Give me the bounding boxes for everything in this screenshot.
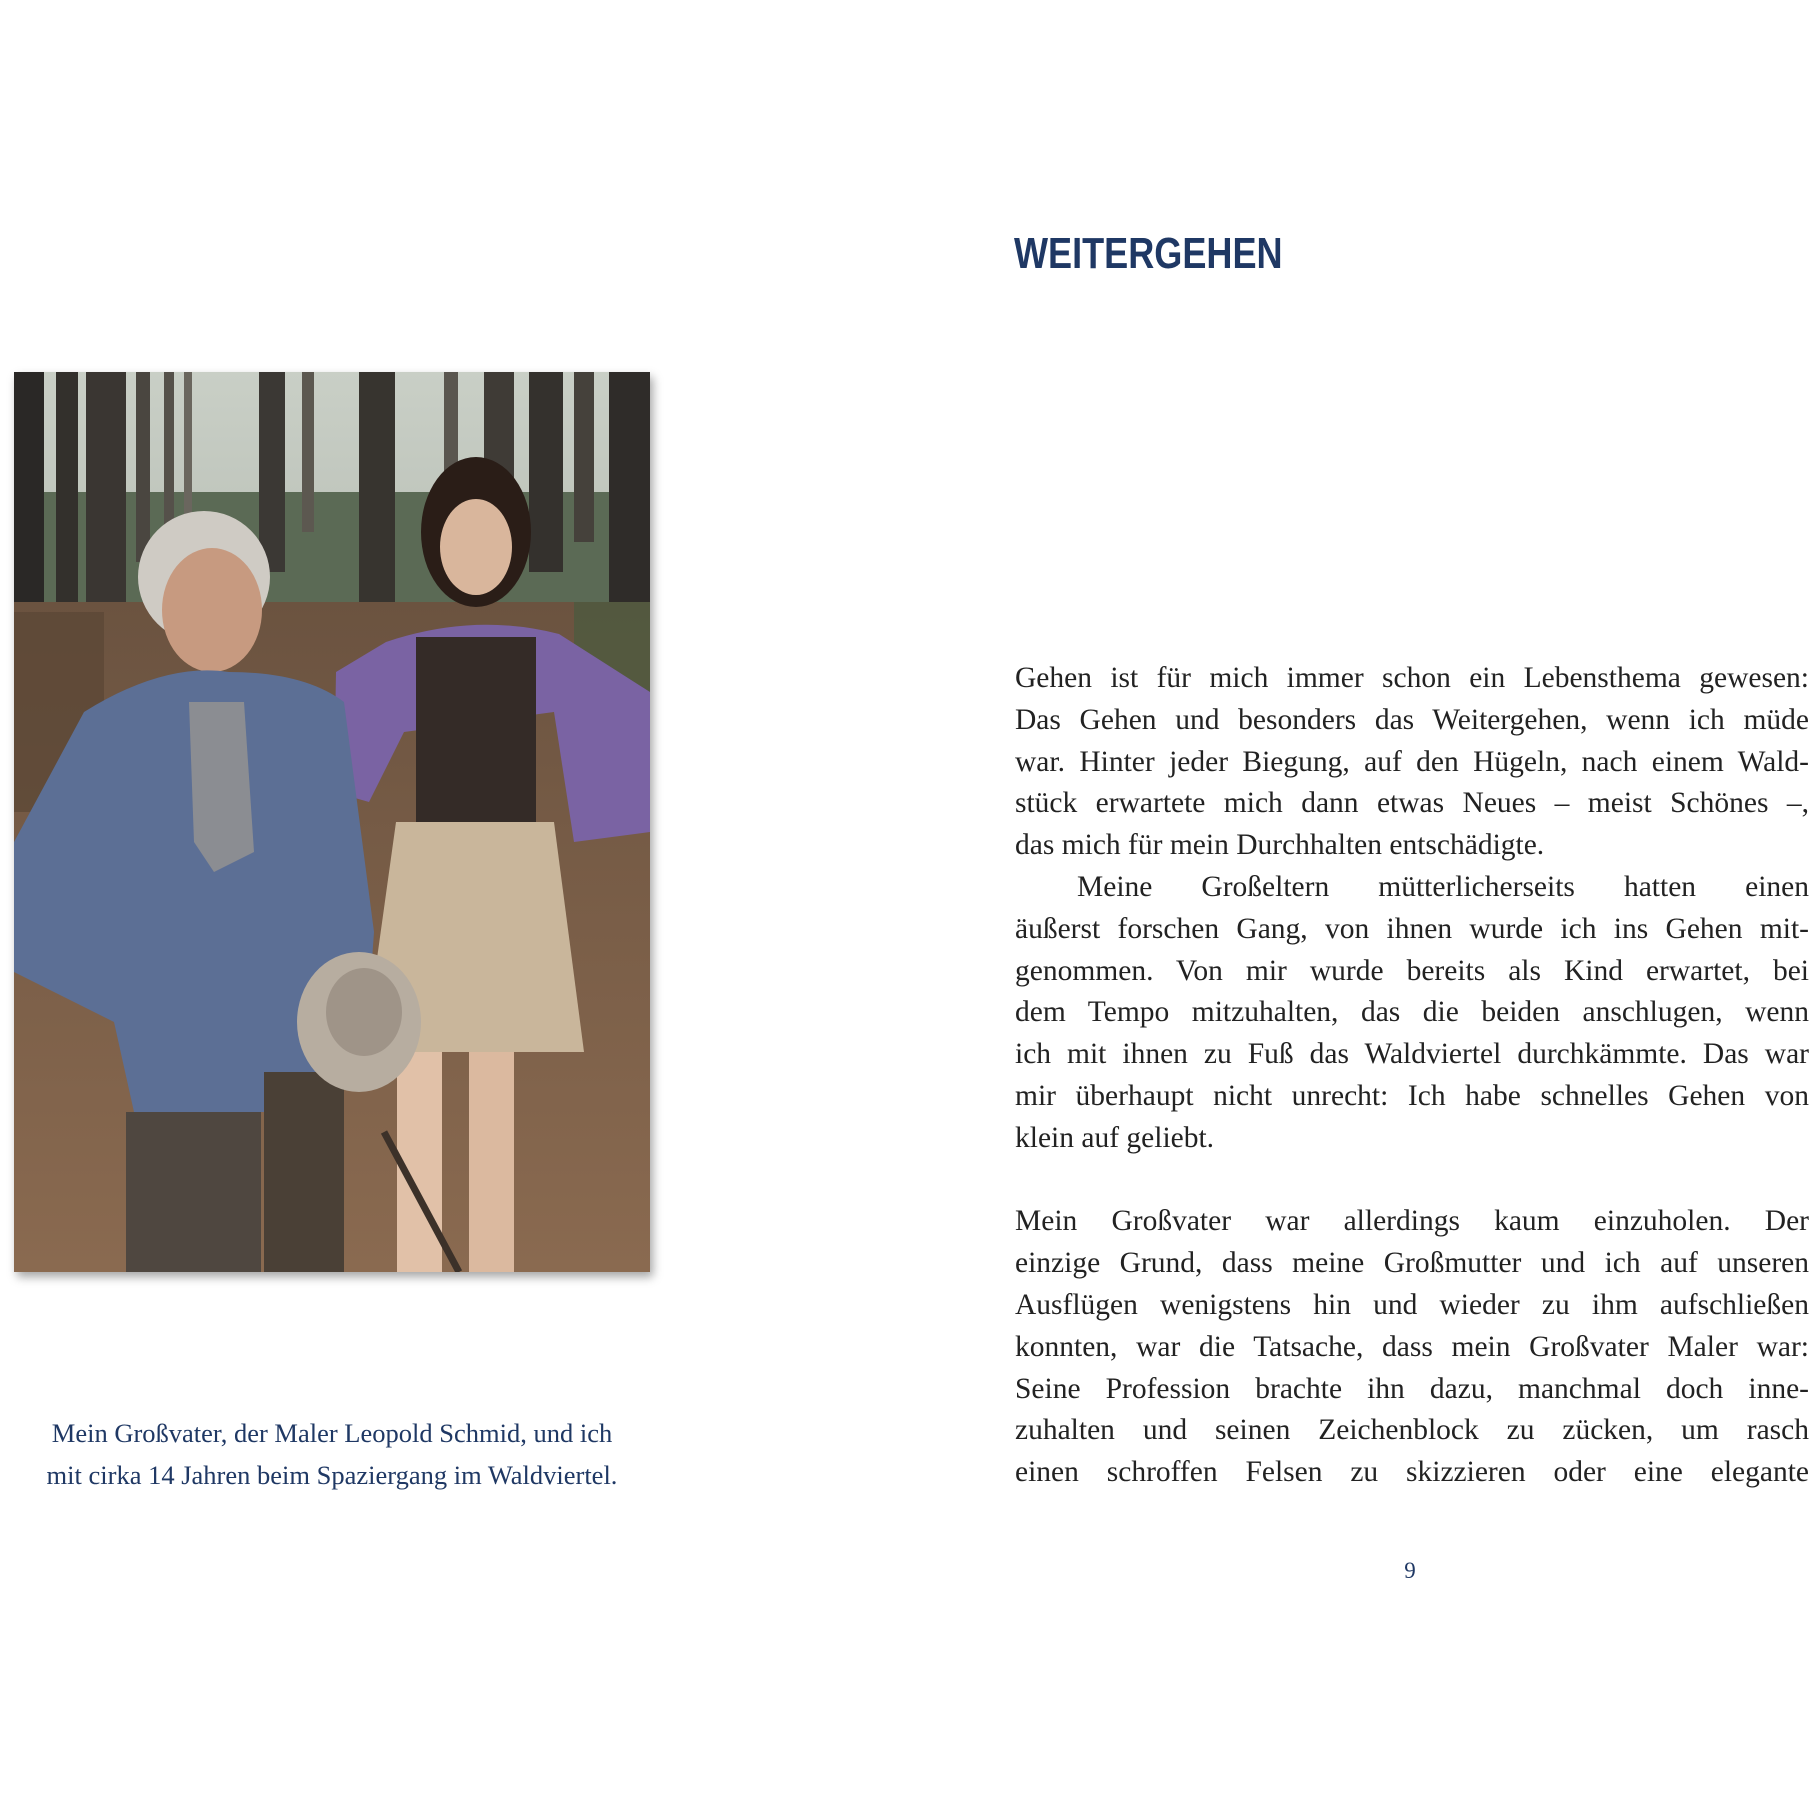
text-line: das mich für mein Durchhalten entschädigte. [1015, 829, 1545, 862]
text-line: stück erwartete mich dann etwas Neues – meist Schönes –, [1015, 787, 1809, 820]
text-line: mir überhaupt nicht unrecht: Ich habe schnelles Gehen von [1015, 1079, 1809, 1112]
text-line: einzige Grund, dass meine Großmutter und ich auf unseren [1015, 1247, 1809, 1280]
text-line: einen schroffen Felsen zu skizzieren oder eine elegante [1015, 1456, 1809, 1489]
paragraph [1015, 1201, 1809, 1494]
photo-caption [14, 1412, 650, 1496]
caption-line: mit cirka 14 Jahren beim Spaziergang im Waldviertel. [46, 1460, 618, 1490]
caption-line: Mein Großvater, der Maler Leopold Schmid, und ich [51, 1418, 613, 1448]
text-line: genommen. Von mir wurde bereits als Kind erwartet, bei [1015, 954, 1809, 987]
text-line: klein auf geliebt. [1015, 1121, 1215, 1154]
text-line: Seine Profession brachte ihn dazu, manchmal doch inne- [1015, 1372, 1809, 1405]
text-line: war. Hinter jeder Biegung, auf den Hügeln, nach einem Wald- [1015, 745, 1809, 778]
paragraph [1015, 867, 1809, 1160]
page-number: 9 [1404, 1558, 1416, 1583]
forest-photograph [14, 372, 650, 1272]
text-line: zuhalten und seinen Zeichenblock zu zücken, um rasch [1015, 1414, 1809, 1447]
text-line: dem Tempo mitzuhalten, das die beiden anschlugen, wenn [1015, 996, 1809, 1029]
chapter-title: WEITERGEHEN [1014, 229, 1283, 278]
text-line: ich mit ihnen zu Fuß das Waldviertel durchkämmte. Das war [1015, 1038, 1809, 1071]
text-line: Ausflügen wenigstens hin und wieder zu ihm aufschließen [1015, 1288, 1809, 1321]
paragraph [1015, 658, 1809, 867]
text-line: Mein Großvater war allerdings kaum einzuholen. Der [1015, 1205, 1809, 1238]
text-line: äußerst forschen Gang, von ihnen wurde ich ins Gehen mit- [1015, 912, 1809, 945]
text-line: Gehen ist für mich immer schon ein Lebensthema gewesen: [1015, 662, 1809, 694]
text-line: Das Gehen und besonders das Weitergehen, wenn ich müde [1015, 703, 1809, 736]
body-text [1015, 658, 1809, 1494]
text-line: Meine Großeltern mütterlicherseits hatten einen [1077, 870, 1809, 903]
text-line: konnten, war die Tatsache, dass mein Großvater Maler war: [1015, 1330, 1809, 1363]
